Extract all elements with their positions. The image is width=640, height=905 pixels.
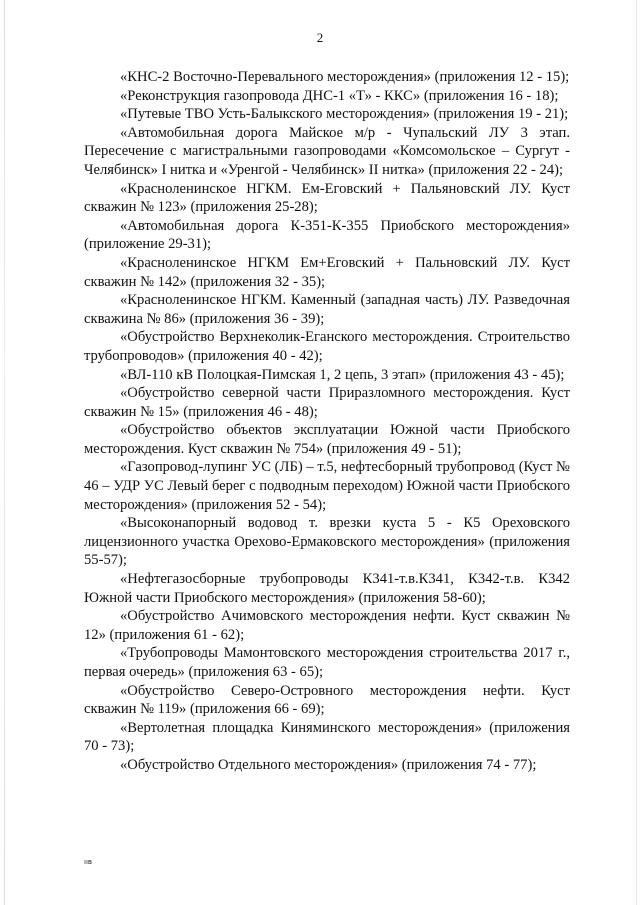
list-item: «Красноленинское НГКМ. Ем-Еговский + Пальяновский ЛУ. Куст скважин № 123» (приложения 25-28);	[84, 180, 570, 216]
page-number: 2	[316, 30, 324, 45]
list-item: «Красноленинское НГКМ. Каменный (западная часть) ЛУ. Разведочная скважина № 86» (приложения 36 - 39);	[84, 292, 570, 327]
document-body	[84, 68, 570, 775]
scan-edge-right	[636, 0, 637, 905]
list-item: «Обустройство Ачимовского месторождения нефти. Куст скважин № 12» (приложения 61 - 62);	[84, 608, 570, 643]
list-item: «Обустройство северной части Приразломного месторождения. Куст скважин № 15» (приложения 46 - 48);	[84, 385, 570, 420]
list-item: «Обустройство объектов эксплуатации Южной части Приобского месторождения. Куст скважин № 754» (приложения 49 - 51);	[84, 422, 570, 457]
footer-mark: ııв	[84, 858, 93, 866]
list-item: «Газопровод-лупинг УС (ЛБ) – т.5, нефтесборный трубопровод (Куст № 46 – УДР УС Левый берег с подводным переходом) Южной части Приобского месторождения» (приложения 52 - 54);	[84, 459, 570, 513]
scan-edge-left	[4, 0, 5, 905]
list-item: «КНС-2 Восточно-Перевального месторождения» (приложения 12 - 15);	[120, 69, 570, 85]
list-item: «Путевые ТВО Усть-Балыкского месторождения» (приложения 19 - 21);	[120, 106, 569, 123]
list-item: «Обустройство Отдельного месторождения» (приложения 74 - 77);	[120, 756, 537, 773]
list-item: «Обустройство Верхнеколик-Еганского месторождения. Строительство трубопроводов» (приложения 40 - 42);	[84, 329, 570, 364]
list-item: «Автомобильная дорога К-351-К-355 Приобского месторождения» (приложение 29-31);	[84, 217, 570, 253]
list-item: «Красноленинское НГКМ Ем+Еговский + Пальновский ЛУ. Куст скважин № 142» (приложения 32 - 35);	[84, 254, 570, 290]
list-item: «Реконструкция газопровода ДНС-1 «Т» - ККС» (приложения 16 - 18);	[120, 87, 559, 104]
list-item: «Автомобильная дорога Майское м/р - Чупальский ЛУ 3 этап. Пересечение с магистральными газопроводами «Комсомольское – Сургут - Челябинск» I нитка и «Уренгой - Челябинск» II нитка» (приложения 22 - 24);	[84, 124, 570, 178]
list-item: «Обустройство Северо-Островного месторождения нефти. Куст скважин № 119» (приложения 66 - 69);	[84, 682, 570, 718]
list-item: «Трубопроводы Мамонтовского месторождения строительства 2017 г., первая очередь» (приложения 63 - 65);	[84, 645, 570, 680]
list-item: «Нефтегазосборные трубопроводы К341-т.в.К341, К342-т.в. К342 Южной части Приобского месторождения» (приложения 58-60);	[84, 571, 570, 606]
list-item: «Вертолетная площадка Киняминского месторождения» (приложения 70 - 73);	[84, 719, 570, 755]
list-item: «Высоконапорный водовод т. врезки куста 5 - К5 Ореховского лицензионного участка Орехово-Ермаковского месторождения» (приложения 55-57);	[84, 515, 570, 569]
list-item: «ВЛ-110 кВ Полоцкая-Пимская 1, 2 цепь, 3 этап» (приложения 43 - 45);	[120, 366, 565, 383]
